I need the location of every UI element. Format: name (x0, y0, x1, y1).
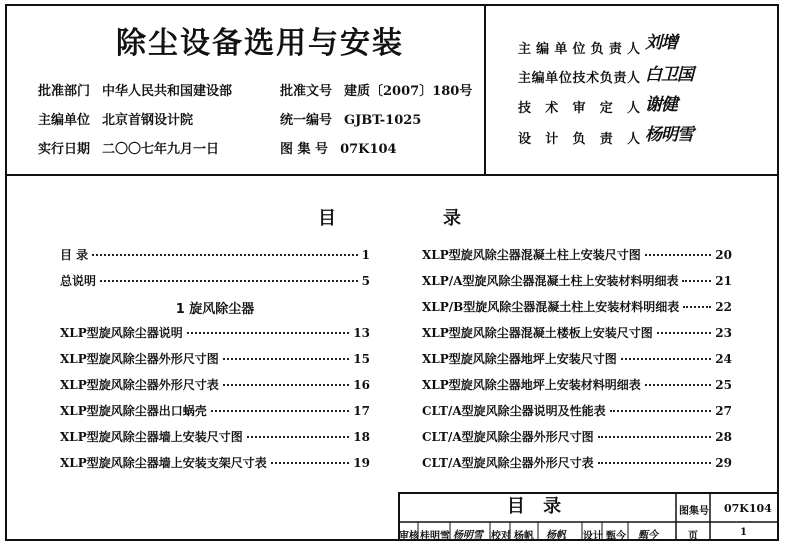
page-label: 页 (688, 531, 698, 542)
toc-entry-page: 19 (353, 456, 370, 470)
toc-entry[interactable] (422, 324, 732, 342)
atlas-label: 图集号 (679, 506, 709, 517)
toc-heading-left: 目 (318, 208, 336, 229)
toc-entry-page: 28 (715, 430, 732, 444)
title-block-title: 目 录 (506, 496, 568, 517)
signature: 刘增 (645, 33, 677, 53)
info-row-approval-no (280, 80, 472, 99)
leader-dots (645, 254, 712, 256)
leader-dots (223, 384, 350, 386)
toc-entry-page: 21 (715, 274, 732, 288)
page-value: 1 (740, 527, 747, 538)
info-label: 主编单位 (38, 113, 91, 128)
info-label: 批准文号 (280, 84, 333, 99)
info-label: 统一编号 (280, 113, 333, 128)
leader-dots (92, 254, 357, 256)
leader-dots (100, 280, 358, 282)
toc-entry-page: 20 (715, 248, 732, 262)
toc-entry-page: 1 (361, 248, 370, 262)
signature: 杨明雪 (645, 125, 693, 145)
header-divider (5, 174, 779, 176)
leader-dots (598, 462, 712, 464)
toc-entry-page: 22 (715, 300, 732, 314)
leader-dots (271, 462, 350, 464)
title-block (398, 492, 779, 541)
toc-entry-title: XLP型旋风除尘器墙上安装尺寸图 (60, 430, 243, 444)
leader-dots (211, 410, 350, 412)
toc-entry[interactable] (422, 376, 732, 394)
info-row-approval-dept (38, 80, 232, 99)
header-vertical-divider (484, 4, 486, 175)
info-value: 中华人民共和国建设部 (102, 84, 233, 99)
leader-dots (645, 384, 712, 386)
toc-entry[interactable] (422, 246, 732, 264)
toc-entry[interactable] (60, 428, 370, 446)
toc-entry-title: CLT/A型旋风除尘器外形尺寸表 (422, 456, 594, 470)
info-row-atlas-no (280, 138, 397, 157)
toc-entry-title: XLP型旋风除尘器墙上安装支架尺寸表 (60, 456, 267, 470)
toc-entry[interactable] (60, 350, 370, 368)
info-row-editor-unit (38, 109, 193, 128)
signature: 谢健 (645, 95, 677, 115)
design-label: 设计 (583, 531, 603, 542)
leader-dots (657, 332, 712, 334)
toc-entry[interactable] (60, 376, 370, 394)
toc-entry[interactable] (60, 272, 370, 290)
info-row-unified-no (280, 109, 421, 128)
info-value: 07K104 (340, 142, 397, 157)
responsible-row (518, 38, 640, 57)
info-value: GJBT-1025 (344, 113, 422, 128)
toc-entry[interactable] (60, 402, 370, 420)
leader-dots (247, 436, 350, 438)
info-value: 建质〔2007〕180号 (344, 84, 473, 99)
toc-entry[interactable] (60, 324, 370, 342)
checker-signature: 杨帆 (546, 530, 566, 541)
toc-entry[interactable] (422, 428, 732, 446)
toc-entry-title: XLP型旋风除尘器地坪上安装材料明细表 (422, 378, 641, 392)
leader-dots (223, 358, 350, 360)
section-title: 1 旋风除尘器 (175, 302, 255, 317)
checker-name: 杨帆 (514, 531, 534, 542)
toc-entry[interactable] (60, 454, 370, 472)
responsible-row (518, 67, 640, 86)
info-row-effective-date (38, 138, 219, 157)
reviewer-name: 桂明雪 (420, 531, 450, 542)
atlas-value: 07K104 (724, 502, 772, 515)
toc-entry-page: 5 (361, 274, 370, 288)
toc-entry-title: XLP/A型旋风除尘器混凝土柱上安装材料明细表 (422, 274, 679, 288)
toc-entry[interactable] (422, 350, 732, 368)
toc-entry-title: XLP型旋风除尘器说明 (60, 326, 183, 340)
toc-entry-title: CLT/A型旋风除尘器说明及性能表 (422, 404, 606, 418)
toc-entry-page: 15 (353, 352, 370, 366)
signature: 白卫国 (645, 65, 693, 85)
toc-heading-right: 录 (443, 208, 461, 229)
toc-entry-page: 25 (715, 378, 732, 392)
info-label: 批准部门 (38, 84, 91, 99)
toc-entry-page: 16 (353, 378, 370, 392)
toc-entry-page: 23 (715, 326, 732, 340)
info-label: 实行日期 (38, 142, 91, 157)
check-label: 校对 (491, 531, 511, 542)
responsible-label: 主编单位技术负责人 (518, 71, 640, 86)
info-value: 二〇〇七年九月一日 (102, 142, 220, 157)
toc-entry-page: 24 (715, 352, 732, 366)
toc-entry[interactable] (422, 298, 732, 316)
toc-entry-page: 18 (353, 430, 370, 444)
toc-entry-page: 13 (353, 326, 370, 340)
responsible-label: 主编单位负责人 (518, 42, 640, 57)
reviewer-signature: 杨明雪 (453, 530, 483, 541)
responsible-row (518, 97, 640, 116)
toc-entry-title: XLP型旋风除尘器混凝土楼板上安装尺寸图 (422, 326, 653, 340)
toc-entry-title: XLP型旋风除尘器外形尺寸表 (60, 378, 219, 392)
info-value: 北京首钢设计院 (102, 113, 194, 128)
page-title: 除尘设备选用与安装 (116, 26, 404, 61)
toc-entry-title: XLP型旋风除尘器混凝土柱上安装尺寸图 (422, 248, 641, 262)
toc-entry-page: 27 (715, 404, 732, 418)
responsible-label: 设计负责人 (518, 132, 640, 147)
toc-entry-title: XLP/B型旋风除尘器混凝土柱上安装材料明细表 (422, 300, 680, 314)
toc-entry-title: XLP型旋风除尘器地坪上安装尺寸图 (422, 352, 617, 366)
toc-entry-page: 17 (353, 404, 370, 418)
designer-name: 甄今 (606, 531, 626, 542)
review-label: 审核 (399, 531, 419, 542)
designer-signature: 甄今 (638, 530, 658, 541)
leader-dots (683, 306, 711, 308)
responsible-label: 技术审定人 (518, 101, 640, 116)
toc-entry-title: XLP型旋风除尘器外形尺寸图 (60, 352, 219, 366)
leader-dots (610, 410, 712, 412)
toc-entry[interactable] (60, 246, 370, 264)
leader-dots (682, 280, 711, 282)
responsible-row (518, 128, 640, 147)
toc-entry[interactable] (422, 272, 732, 290)
info-label: 图 集 号 (280, 142, 329, 157)
leader-dots (598, 436, 712, 438)
leader-dots (187, 332, 350, 334)
toc-entry-title: CLT/A型旋风除尘器外形尺寸图 (422, 430, 594, 444)
toc-entry-title: 目 录 (60, 248, 89, 262)
toc-entry-page: 29 (715, 456, 732, 470)
toc-entry[interactable] (422, 454, 732, 472)
toc-entry-title: XLP型旋风除尘器出口蜗壳 (60, 404, 207, 418)
leader-dots (621, 358, 712, 360)
toc-entry-title: 总说明 (60, 274, 97, 288)
toc-entry[interactable] (422, 402, 732, 420)
